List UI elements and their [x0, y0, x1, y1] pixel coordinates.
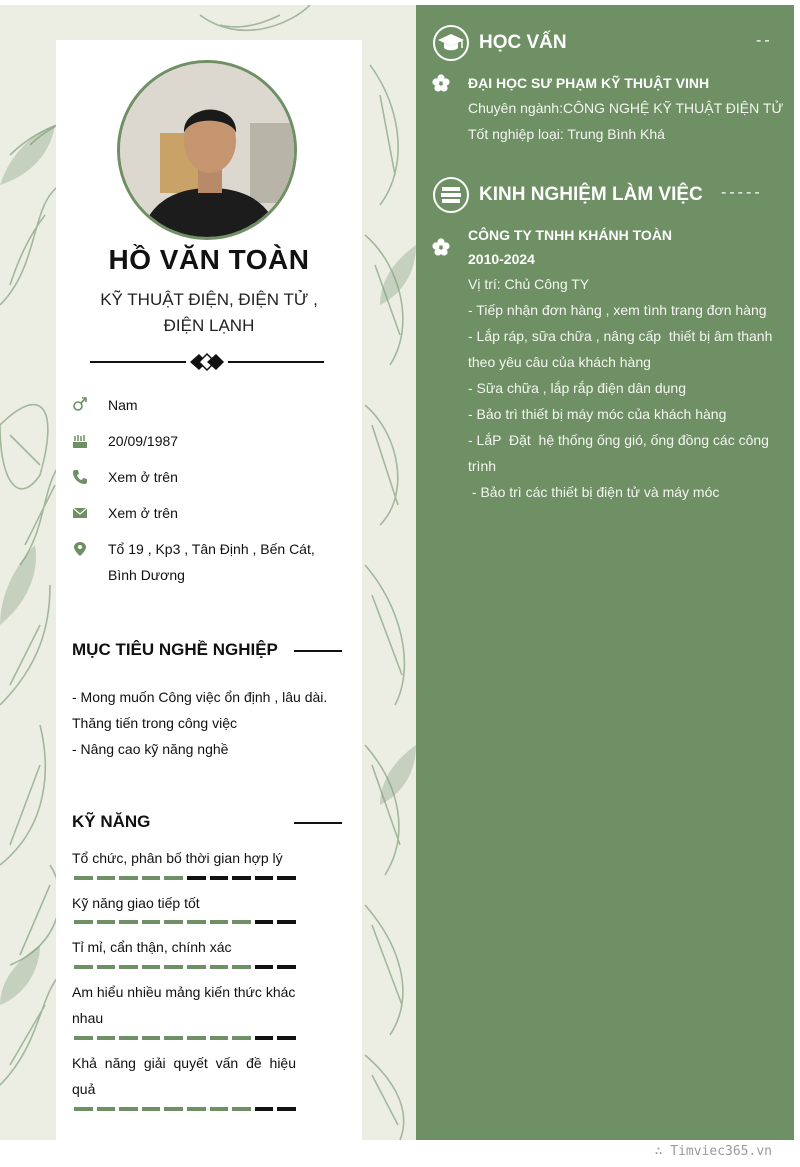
duty-line: - Lắp ráp, sữa chữa , nâng cấp thiết bị âm thanh	[468, 328, 773, 344]
objective-line: - Mong muốn Công việc ổn định , lâu dài.	[72, 689, 328, 705]
skill-bar	[74, 1036, 296, 1040]
duty-line: - LắP Đặt hệ thống ống gió, ống đồng các công	[468, 432, 769, 448]
skill-segment	[277, 920, 296, 924]
skill-segment	[119, 920, 138, 924]
company-name: CÔNG TY TNHH KHÁNH TOÀN	[468, 227, 673, 243]
skill-label-line: Tổ chức, phân bố thời gian hợp lý	[72, 850, 283, 866]
objective-line: Thăng tiến trong công việc	[72, 715, 237, 731]
skill-segment	[210, 920, 229, 924]
address-line: Tổ 19 , Kp3 , Tân Định , Bến Cát,	[108, 541, 315, 557]
skill-segment	[232, 1036, 251, 1040]
skill-segment	[97, 876, 116, 880]
skill-segment	[187, 920, 206, 924]
objective-line: - Nâng cao kỹ năng nghề	[72, 741, 229, 757]
skill-label	[72, 1050, 296, 1076]
heading-dash: --	[756, 32, 773, 49]
birthday-row	[72, 428, 342, 454]
gender-value: Nam	[108, 397, 138, 413]
duty-line: - Tiếp nhận đơn hàng , xem tình trang đơn hàng	[468, 302, 767, 318]
skill-label-line: quả	[72, 1081, 96, 1097]
duty-line: - Bảo trì thiết bị máy móc của khách hàng	[468, 406, 727, 422]
skill-segment	[74, 1107, 93, 1111]
skill-segment	[142, 1107, 161, 1111]
phone-row	[72, 464, 342, 490]
skill-segment	[119, 1107, 138, 1111]
skill-segment	[164, 920, 183, 924]
skill-label	[72, 845, 296, 871]
skill-bar	[74, 1107, 296, 1111]
map-pin-icon	[72, 541, 88, 557]
skill-segment	[164, 876, 183, 880]
skill-segment	[255, 1107, 274, 1111]
graduation-cap-icon	[435, 27, 467, 59]
skill-segment	[210, 876, 229, 880]
skill-segment	[142, 965, 161, 969]
skill-segment	[74, 1036, 93, 1040]
skill-segment	[232, 920, 251, 924]
school-name: ĐẠI HỌC SƯ PHẠM KỸ THUẬT VINH	[468, 75, 710, 91]
duty-line: - Sữa chữa , lắp rắp điện dân dụng	[468, 380, 686, 396]
skill-segment	[164, 1107, 183, 1111]
duty-line: trình	[468, 458, 497, 474]
objective-heading-text: MỤC TIÊU NGHỀ NGHIỆP	[72, 640, 278, 659]
objective-text	[72, 684, 340, 762]
skill-segment	[255, 1036, 274, 1040]
skill-segment	[97, 920, 116, 924]
skills-heading-text: KỸ NĂNG	[72, 812, 151, 831]
phone-value: Xem ở trên	[108, 469, 178, 485]
skill-segment	[277, 876, 296, 880]
skill-segment	[74, 876, 93, 880]
skill-segment	[119, 1036, 138, 1040]
skill-segment	[164, 1036, 183, 1040]
email-value: Xem ở trên	[108, 505, 178, 521]
job-title	[76, 287, 342, 339]
birthday-value: 20/09/1987	[108, 433, 179, 449]
skill-label	[72, 979, 296, 1031]
skill-segment	[142, 876, 161, 880]
skill-segment	[74, 920, 93, 924]
avatar	[117, 60, 297, 240]
skill-segment	[255, 876, 274, 880]
skill-segment	[277, 1107, 296, 1111]
job-title-line: KỸ THUẬT ĐIỆN, ĐIỆN TỬ ,	[100, 290, 318, 309]
major: Chuyên ngành:CÔNG NGHỆ KỸ THUẬT ĐIỆN TỬ	[468, 100, 784, 116]
gender-icon	[72, 397, 88, 413]
skill-segment	[74, 965, 93, 969]
ornament-divider	[88, 352, 326, 372]
skill-segment	[187, 1036, 206, 1040]
address-row	[72, 536, 342, 588]
skill-segment	[97, 1107, 116, 1111]
skill-segment	[187, 965, 206, 969]
grade: Tốt nghiệp loại: Trung Bình Khá	[468, 126, 665, 142]
skill-bar	[74, 876, 296, 880]
skill-segment	[232, 965, 251, 969]
skill-label	[72, 1076, 296, 1102]
education-icon-circle	[433, 25, 469, 61]
skill-segment	[277, 1036, 296, 1040]
education-heading: HỌC VẤN	[479, 32, 567, 53]
duty-line: - Bảo trì các thiết bị điện tử và máy móc	[468, 484, 720, 500]
phone-icon	[72, 469, 88, 485]
heading-rule	[294, 822, 342, 824]
books-icon	[435, 179, 467, 211]
objective-heading	[72, 640, 342, 660]
skill-label-line: Tỉ mỉ, cẩn thận, chính xác	[72, 939, 232, 955]
skill-segment	[210, 1107, 229, 1111]
gender-row	[72, 392, 342, 418]
flower-bullet-icon	[432, 238, 450, 256]
address-line: Bình Dương	[108, 567, 185, 583]
skill-segment	[232, 1107, 251, 1111]
birthday-cake-icon	[72, 433, 88, 449]
skill-label-line: Am hiểu nhiều mảng kiến thức khác	[72, 984, 296, 1000]
skill-segment	[187, 1107, 206, 1111]
heading-rule	[294, 650, 342, 652]
experience-heading: KINH NGHIỆM LÀM VIỆC	[479, 184, 703, 205]
skill-label	[72, 934, 296, 960]
skill-segment	[255, 965, 274, 969]
skill-segment	[97, 965, 116, 969]
skill-segment	[210, 965, 229, 969]
flower-bullet-icon	[432, 74, 450, 92]
skill-segment	[142, 1036, 161, 1040]
heading-dash: -----	[721, 184, 763, 201]
skill-segment	[187, 876, 206, 880]
skill-segment	[210, 1036, 229, 1040]
watermark-link[interactable]: ∴ Timviec365.vn	[654, 1144, 772, 1159]
skill-segment	[164, 965, 183, 969]
skills-heading	[72, 812, 342, 832]
person-photo-icon	[120, 63, 297, 240]
experience-icon-circle	[433, 177, 469, 213]
skill-bar	[74, 965, 296, 969]
skill-label-line: Kỹ năng giao tiếp tốt	[72, 895, 200, 911]
envelope-icon	[72, 505, 88, 521]
work-period: 2010-2024	[468, 251, 535, 267]
right-panel	[416, 5, 794, 1140]
skill-segment	[119, 876, 138, 880]
candidate-name: HỒ VĂN TOÀN	[108, 244, 310, 275]
skill-segment	[255, 920, 274, 924]
skill-segment	[232, 876, 251, 880]
skill-label-line: nhau	[72, 1010, 104, 1026]
job-title-line: ĐIỆN LẠNH	[163, 316, 255, 335]
skill-segment	[277, 965, 296, 969]
skill-label	[72, 890, 296, 916]
email-row	[72, 500, 342, 526]
skill-segment	[97, 1036, 116, 1040]
skill-label-line: Khả năng giải quyết vấn đề hiệu	[72, 1055, 296, 1071]
skill-segment	[119, 965, 138, 969]
position: Vị trí: Chủ Công TY	[468, 276, 590, 292]
skill-segment	[142, 920, 161, 924]
duty-line: theo yêu câu của khách hàng	[468, 354, 651, 370]
skill-bar	[74, 920, 296, 924]
